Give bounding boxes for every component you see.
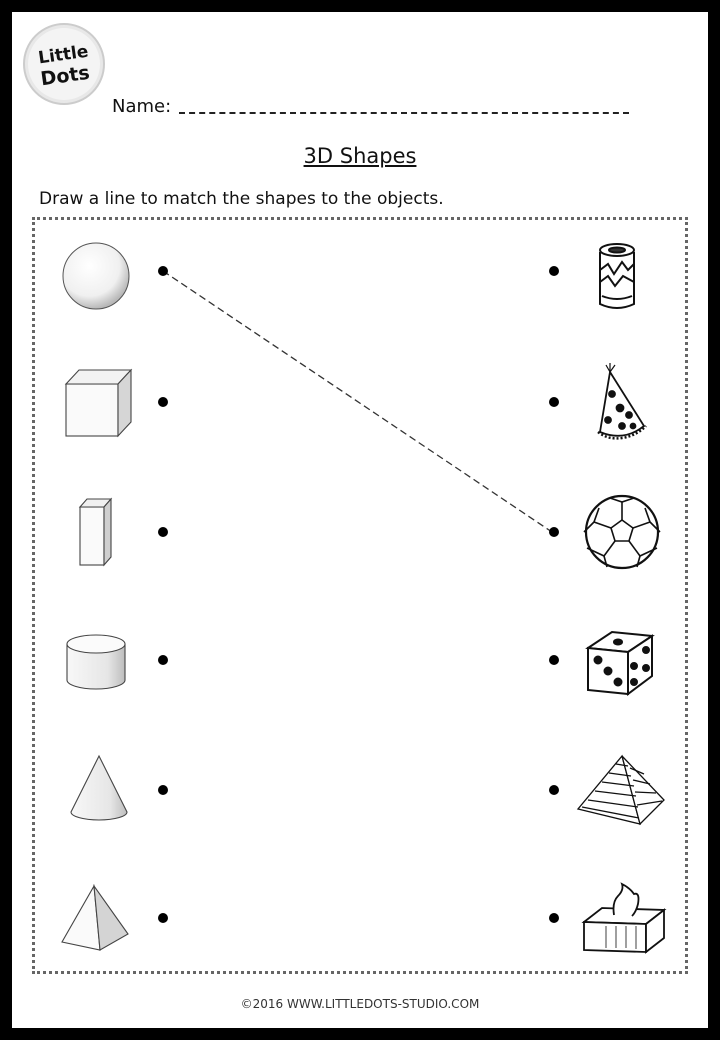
- logo-text-line1: Little: [37, 41, 90, 69]
- right-dot-tissue-box[interactable]: [549, 913, 559, 923]
- left-dot-pyramid[interactable]: [158, 913, 168, 923]
- footer-copyright: ©2016 WWW.LITTLEDOTS-STUDIO.COM: [240, 997, 480, 1011]
- page-title: 3D Shapes: [303, 144, 417, 168]
- left-dot-rectangular-prism[interactable]: [158, 527, 168, 537]
- name-label: Name:: [112, 96, 172, 117]
- left-dot-sphere[interactable]: [158, 266, 168, 276]
- instructions-text: Draw a line to match the shapes to the objects.: [39, 189, 444, 209]
- matching-area: [32, 217, 688, 974]
- right-dot-pyramid-building[interactable]: [549, 785, 559, 795]
- name-blank-line[interactable]: [179, 110, 629, 114]
- right-dot-dice[interactable]: [549, 655, 559, 665]
- left-dot-cylinder[interactable]: [158, 655, 168, 665]
- left-dot-cube[interactable]: [158, 397, 168, 407]
- name-field[interactable]: [112, 96, 629, 117]
- little-dots-logo: [22, 22, 106, 106]
- logo-text-line2: Dots: [39, 61, 92, 91]
- right-dot-party-hat[interactable]: [549, 397, 559, 407]
- worksheet-page: [12, 12, 708, 1028]
- left-dot-cone[interactable]: [158, 785, 168, 795]
- right-dot-soccer-ball[interactable]: [549, 527, 559, 537]
- right-dot-soda-can[interactable]: [549, 266, 559, 276]
